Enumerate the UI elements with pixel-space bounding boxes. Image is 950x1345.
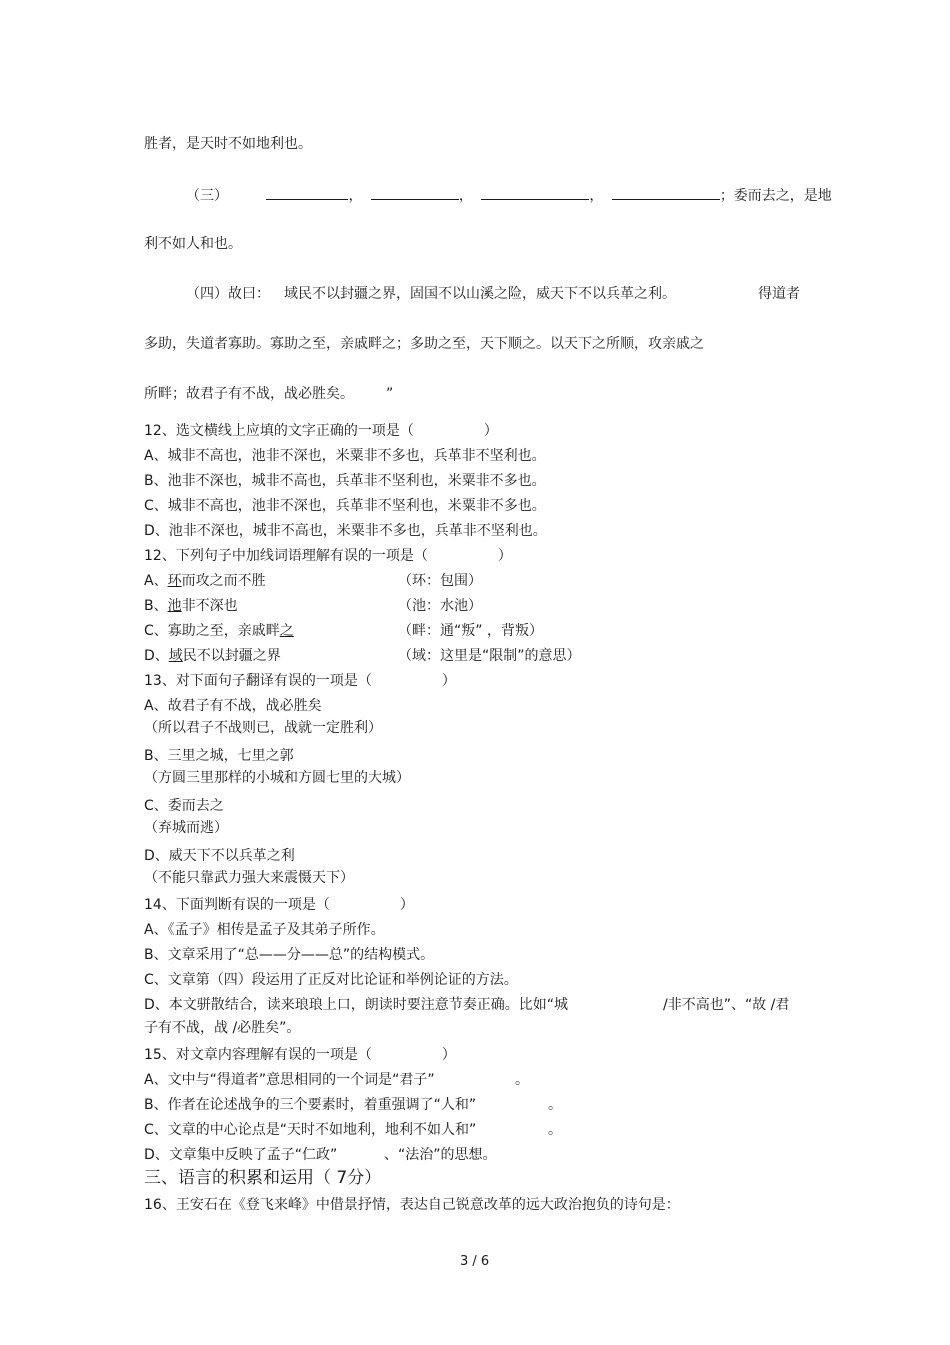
option-a-translation: （所以君子不战则已，战就一定胜利） <box>144 720 382 736</box>
passage-line: 利不如人和也。 <box>144 236 242 252</box>
underlined-word: 域 <box>168 648 183 664</box>
paren-close: ） <box>399 897 414 913</box>
passage-text: 得道者 <box>758 286 800 302</box>
p3-label: （三） <box>186 188 228 204</box>
passage-line: 多助，失道者寡助。寡助之至，亲戚畔之；多助之至，天下顺之。以天下之所顺，攻亲戚之 <box>144 336 704 352</box>
question-stem <box>144 547 512 565</box>
question-stem <box>144 422 498 440</box>
option-d: D、威天下不以兵革之利 <box>144 848 295 864</box>
stem-text: 12、选文横线上应填的文字正确的一项是（ <box>144 423 414 439</box>
option-a: A、故君子有不战，战必胜矣 <box>144 698 322 714</box>
question-stem <box>144 672 456 690</box>
option-b-translation: （方圆三里那样的小城和方圆七里的大城） <box>144 770 410 786</box>
option-b: B、池非不深也，城非不高也，兵革非不坚利也，米粟非不多也。 <box>144 473 546 489</box>
question-stem <box>144 1046 456 1064</box>
stem-text: 15、对文章内容理解有误的一项是（ <box>144 1047 372 1063</box>
option-c-end: 。 <box>548 1122 562 1138</box>
fill-blank-3[interactable] <box>481 185 589 200</box>
option-b: B、作者在论述战争的三个要素时，着重强调了“人和” <box>144 1097 477 1113</box>
option-c-note: （畔：通“叛” ，背叛） <box>398 623 543 639</box>
paren-close: ） <box>483 423 498 439</box>
fill-blank-4[interactable] <box>612 185 720 200</box>
option-a: A、城非不高也，池非不深也，米粟非不多也，兵革非不坚利也。 <box>144 448 546 464</box>
option-a: A、文中与“得道者”意思相同的一个词是“君子” <box>144 1072 435 1088</box>
question-stem <box>144 896 414 914</box>
option-a: A、《孟子》相传是孟子及其弟子所作。 <box>144 922 385 938</box>
fill-blank-1[interactable] <box>266 185 348 200</box>
passage-line: 胜者，是天时不如地利也。 <box>144 136 312 152</box>
question-stem: 16、王安石在《登飞来峰》中借景抒情，表达自己锐意改革的远大政治抱负的诗句是： <box>144 1197 680 1213</box>
option-d-note: （域：这里是“限制”的意思） <box>398 648 581 664</box>
stem-text: 14、下面判断有误的一项是（ <box>144 897 330 913</box>
passage-line: 所畔；故君子有不战，战必胜矣。 <box>144 386 354 402</box>
passage-p3-line <box>186 185 832 205</box>
comma: ， <box>589 188 604 204</box>
option-b: B、三里之城，七里之郭 <box>144 748 294 764</box>
option-d-cont: /非不高也”、“故 /君 <box>663 997 790 1013</box>
passage-quote: ” <box>386 386 394 402</box>
option-b-note: （池：水池） <box>398 598 482 614</box>
option-d-line2: 子有不战，战 /必胜矣”。 <box>144 1020 301 1036</box>
option-c: C、城非不高也，池非不深也，兵革非不坚利也，米粟非不多也。 <box>144 498 546 514</box>
option-c: C、文章第（四）段运用了正反对比论证和举例论证的方法。 <box>144 972 518 988</box>
option-d-translation: （不能只靠武力强大来震慑天下） <box>144 870 354 886</box>
paren-close: ） <box>441 673 456 689</box>
option-d: D、池非不深也，城非不高也，米粟非不多也，兵革非不坚利也。 <box>144 523 547 539</box>
underlined-word: 环 <box>167 573 182 589</box>
option-a-note: （环：包围） <box>398 573 482 589</box>
option-a: A、环而攻之而不胜 <box>144 573 266 589</box>
option-d: D、本文骈散结合，读来琅琅上口，朗读时要注意节奏正确。比如“城 <box>144 997 569 1013</box>
p4-label: （四）故曰： <box>186 286 270 302</box>
page-number: 3 / 6 <box>460 1254 490 1269</box>
section-heading: 三、语言的积累和运用（ 7分） <box>144 1168 382 1188</box>
stem-text: 12、下列句子中加线词语理解有误的一项是（ <box>144 548 428 564</box>
comma: ， <box>348 188 363 204</box>
option-c: C、文章的中心论点是“天时不如地利，地利不如人和” <box>144 1122 477 1138</box>
option-c: C、委而去之 <box>144 798 224 814</box>
fill-blank-2[interactable] <box>371 185 459 200</box>
option-c: C、寡助之至，亲戚畔之 <box>144 623 294 639</box>
option-d: D、文章集中反映了孟子“仁政” <box>144 1147 338 1163</box>
comma: ， <box>458 188 473 204</box>
option-b: B、池非不深也 <box>144 598 238 614</box>
passage-text: 域民不以封疆之界，固国不以山溪之险，威天下不以兵革之利。 <box>284 286 676 302</box>
option-c-translation: （弃城而逃） <box>144 820 228 836</box>
underlined-word: 池 <box>167 598 182 614</box>
option-d-cont: 、“法治”的思想。 <box>384 1147 497 1163</box>
paren-close: ） <box>441 1047 456 1063</box>
option-b-end: 。 <box>548 1097 562 1113</box>
paren-close: ） <box>497 548 512 564</box>
option-a-end: 。 <box>515 1072 529 1088</box>
passage-text: ；委而去之，是地 <box>719 188 832 204</box>
option-d: D、域民不以封疆之界 <box>144 648 281 664</box>
option-b: B、文章采用了“总——分——总”的结构模式。 <box>144 947 435 963</box>
stem-text: 13、对下面句子翻译有误的一项是（ <box>144 673 372 689</box>
underlined-word: 之 <box>279 623 294 639</box>
